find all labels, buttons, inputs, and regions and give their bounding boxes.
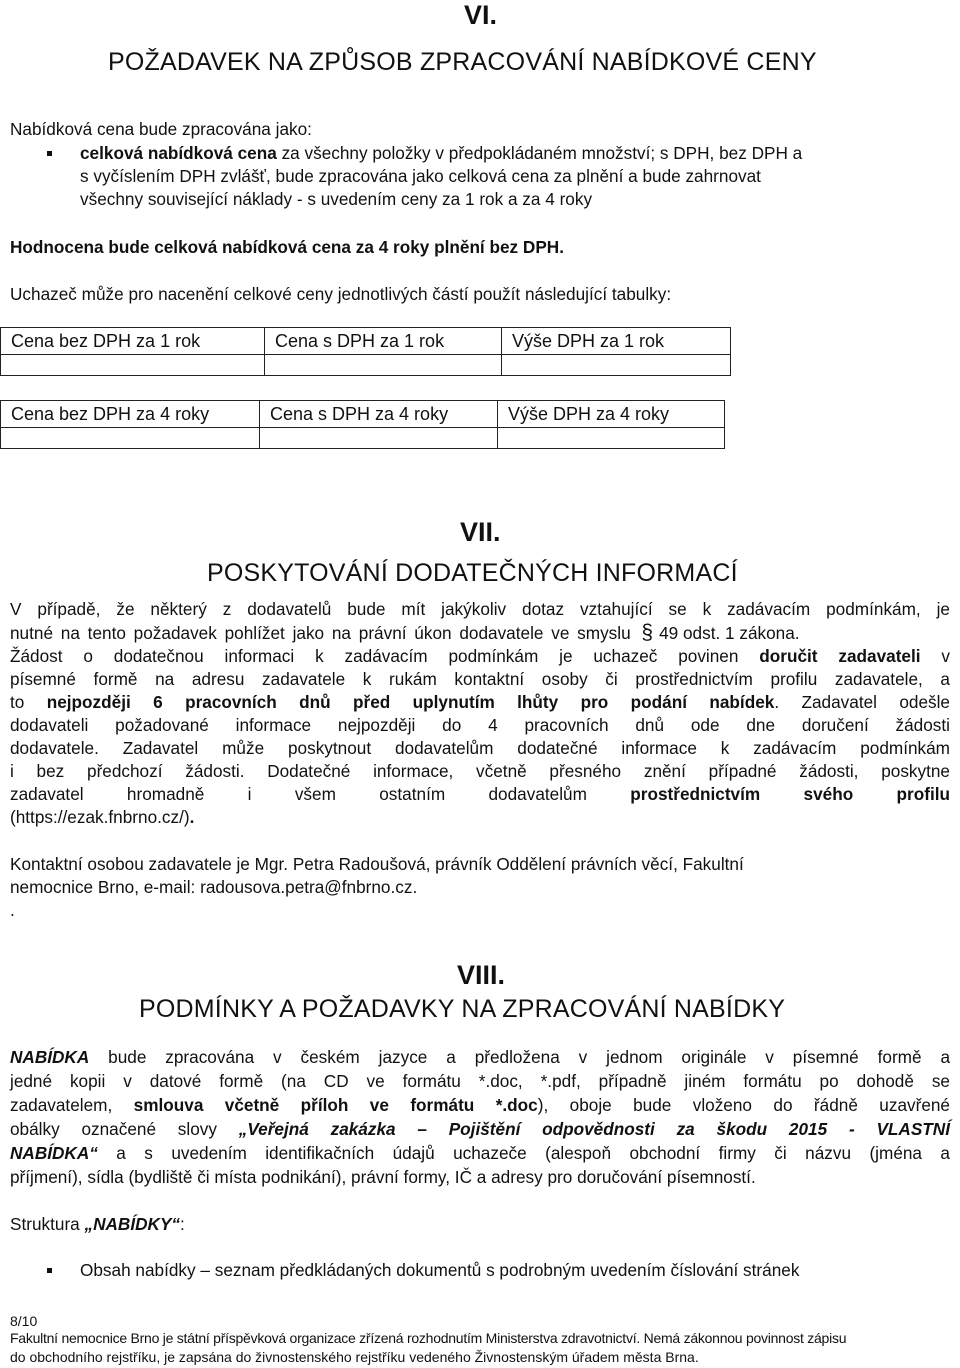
evaluation-note: Hodnocena bude celková nabídková cena za 4 roky plnění bez DPH.	[10, 237, 564, 257]
footer-line-2: do obchodního rejstříku, je zapsána do živnostenského rejstříku vedeného Živnostenským úřadem města Brna.	[10, 1349, 699, 1365]
s7-line-6: dodavateli požadované informace nejpozději do 4 pracovních dnů ode dne doručení žádosti	[10, 715, 950, 735]
section-8-title: PODMÍNKY A POŽADAVKY NA ZPRACOVÁNÍ NABÍDKY	[139, 995, 786, 1023]
table-input-cell[interactable]	[1, 428, 260, 449]
s7-line-8: i bez předchozí žádosti. Dodatečné informace, včetně přesného znění případné žádosti, poskytne	[10, 761, 950, 781]
section-6-title: POŽADAVEK NA ZPŮSOB ZPRACOVÁNÍ NABÍDKOVÉ CENY	[108, 48, 817, 76]
price-table-1-year	[0, 327, 731, 376]
s7-line-7: dodavatele. Zadavatel může poskytnout dodavatelům dodatečné informace k zadávacím podmínkám	[10, 738, 950, 758]
table-header-cell: Cena s DPH za 4 roky	[260, 401, 498, 428]
table-header-cell: Cena s DPH za 1 rok	[265, 328, 502, 355]
s7-line-9: zadavatel hromadně i všem ostatním dodavatelům prostřednictvím svého profilu	[10, 784, 950, 804]
page-number: 8/10	[10, 1313, 38, 1329]
s8-line-4: obálky označené slovy „Veřejná zakázka – Pojištění odpovědnosti za škodu 2015 - VLASTNÍ	[10, 1119, 950, 1139]
bullet-line-1: celková nabídková cena za všechny položky v předpokládaném množství; s DPH, bez DPH a	[80, 143, 803, 163]
structure-bullet-item: Obsah nabídky – seznam předkládaných dokumentů s podrobným uvedením číslování stránek	[80, 1260, 800, 1280]
table-input-cell[interactable]	[498, 428, 725, 449]
s8-line-6: příjmení), sídla (bydliště či místa podnikání), právní formy, IČ a adresy pro doručování písemností.	[10, 1167, 756, 1187]
table-intro: Uchazeč může pro nacenění celkové ceny jednotlivých částí použít následující tabulky:	[10, 284, 672, 304]
table-header-cell: Cena bez DPH za 4 roky	[1, 401, 260, 428]
s8-line-1: NABÍDKA bude zpracována v českém jazyce a předložena v jednom originále v písemné formě a	[10, 1047, 950, 1067]
structure-label: Struktura „NABÍDKY“:	[10, 1214, 185, 1234]
s7-line-4: písemné formě na adresu zadavatele k rukám kontaktní osoby či prostřednictvím profilu zadavatele, a	[10, 669, 950, 689]
section-8-number: VIII.	[457, 960, 506, 990]
bullet-marker	[47, 1268, 52, 1273]
section-7-title: POSKYTOVÁNÍ DODATEČNÝCH INFORMACÍ	[207, 559, 738, 587]
s7-line-10: (https://ezak.fnbrno.cz/).	[10, 807, 195, 827]
s7-line-1: V případě, že některý z dodavatelů bude mít jakýkoliv dotaz vztahující se k zadávacím podmínkám, je	[10, 599, 950, 619]
s7-line-2: nutné na tento požadavek pohlížet jako na právní úkon dodavatele ve smyslu § 49 odst. 1 zákona.	[10, 621, 800, 644]
contact-line-1: Kontaktní osobou zadavatele je Mgr. Petra Radoušová, právník Oddělení právních věcí, Fakultní	[10, 854, 744, 874]
table-header-cell: Výše DPH za 4 roky	[498, 401, 725, 428]
table-input-cell[interactable]	[502, 355, 731, 376]
table-header-cell: Výše DPH za 1 rok	[502, 328, 731, 355]
contact-line-2: nemocnice Brno, e-mail: radousova.petra@fnbrno.cz.	[10, 877, 418, 897]
s8-line-3: zadavatelem, smlouva včetně příloh ve formátu *.doc), oboje bude vloženo do řádně uzavřené	[10, 1095, 950, 1115]
table-input-cell[interactable]	[260, 428, 498, 449]
s8-line-2: jedné kopii v datové formě (na CD ve formátu *.doc, *.pdf, případně jiném formátu po dohodě se	[10, 1071, 950, 1091]
section-6-number: VI.	[464, 0, 498, 30]
table-input-cell[interactable]	[265, 355, 502, 376]
profile-url-link[interactable]: (https://ezak.fnbrno.cz/)	[10, 807, 190, 827]
bullet-line-2: s vyčíslením DPH zvlášť, bude zpracována jako celková cena za plnění a bude zahrnovat	[80, 166, 761, 186]
footer-line-1: Fakultní nemocnice Brno je státní příspěvková organizace zřízená rozhodnutím Ministerstva zdravotnictví. Nemá zákonnou povinnost zápisu	[10, 1330, 847, 1346]
stray-dot: .	[10, 900, 15, 920]
bullet-marker	[47, 151, 52, 156]
table-header-cell: Cena bez DPH za 1 rok	[1, 328, 265, 355]
section-7-number: VII.	[460, 517, 501, 547]
s7-line-5: to nejpozději 6 pracovních dnů před uplynutím lhůty pro podání nabídek. Zadavatel odešle	[10, 692, 950, 712]
table-input-cell[interactable]	[1, 355, 265, 376]
section-6-intro: Nabídková cena bude zpracována jako:	[10, 119, 312, 139]
bullet-line-3: všechny související náklady - s uvedením ceny za 1 rok a za 4 roky	[80, 189, 593, 209]
s7-line-3: Žádost o dodatečnou informaci k zadávacím podmínkám je uchazeč povinen doručit zadavateli v	[10, 646, 950, 666]
price-table-4-years	[0, 400, 725, 449]
s8-line-5: NABÍDKA“ a s uvedením identifikačních údajů uchazeče (alespoň obchodní firmy či názvu (jména a	[10, 1143, 950, 1163]
